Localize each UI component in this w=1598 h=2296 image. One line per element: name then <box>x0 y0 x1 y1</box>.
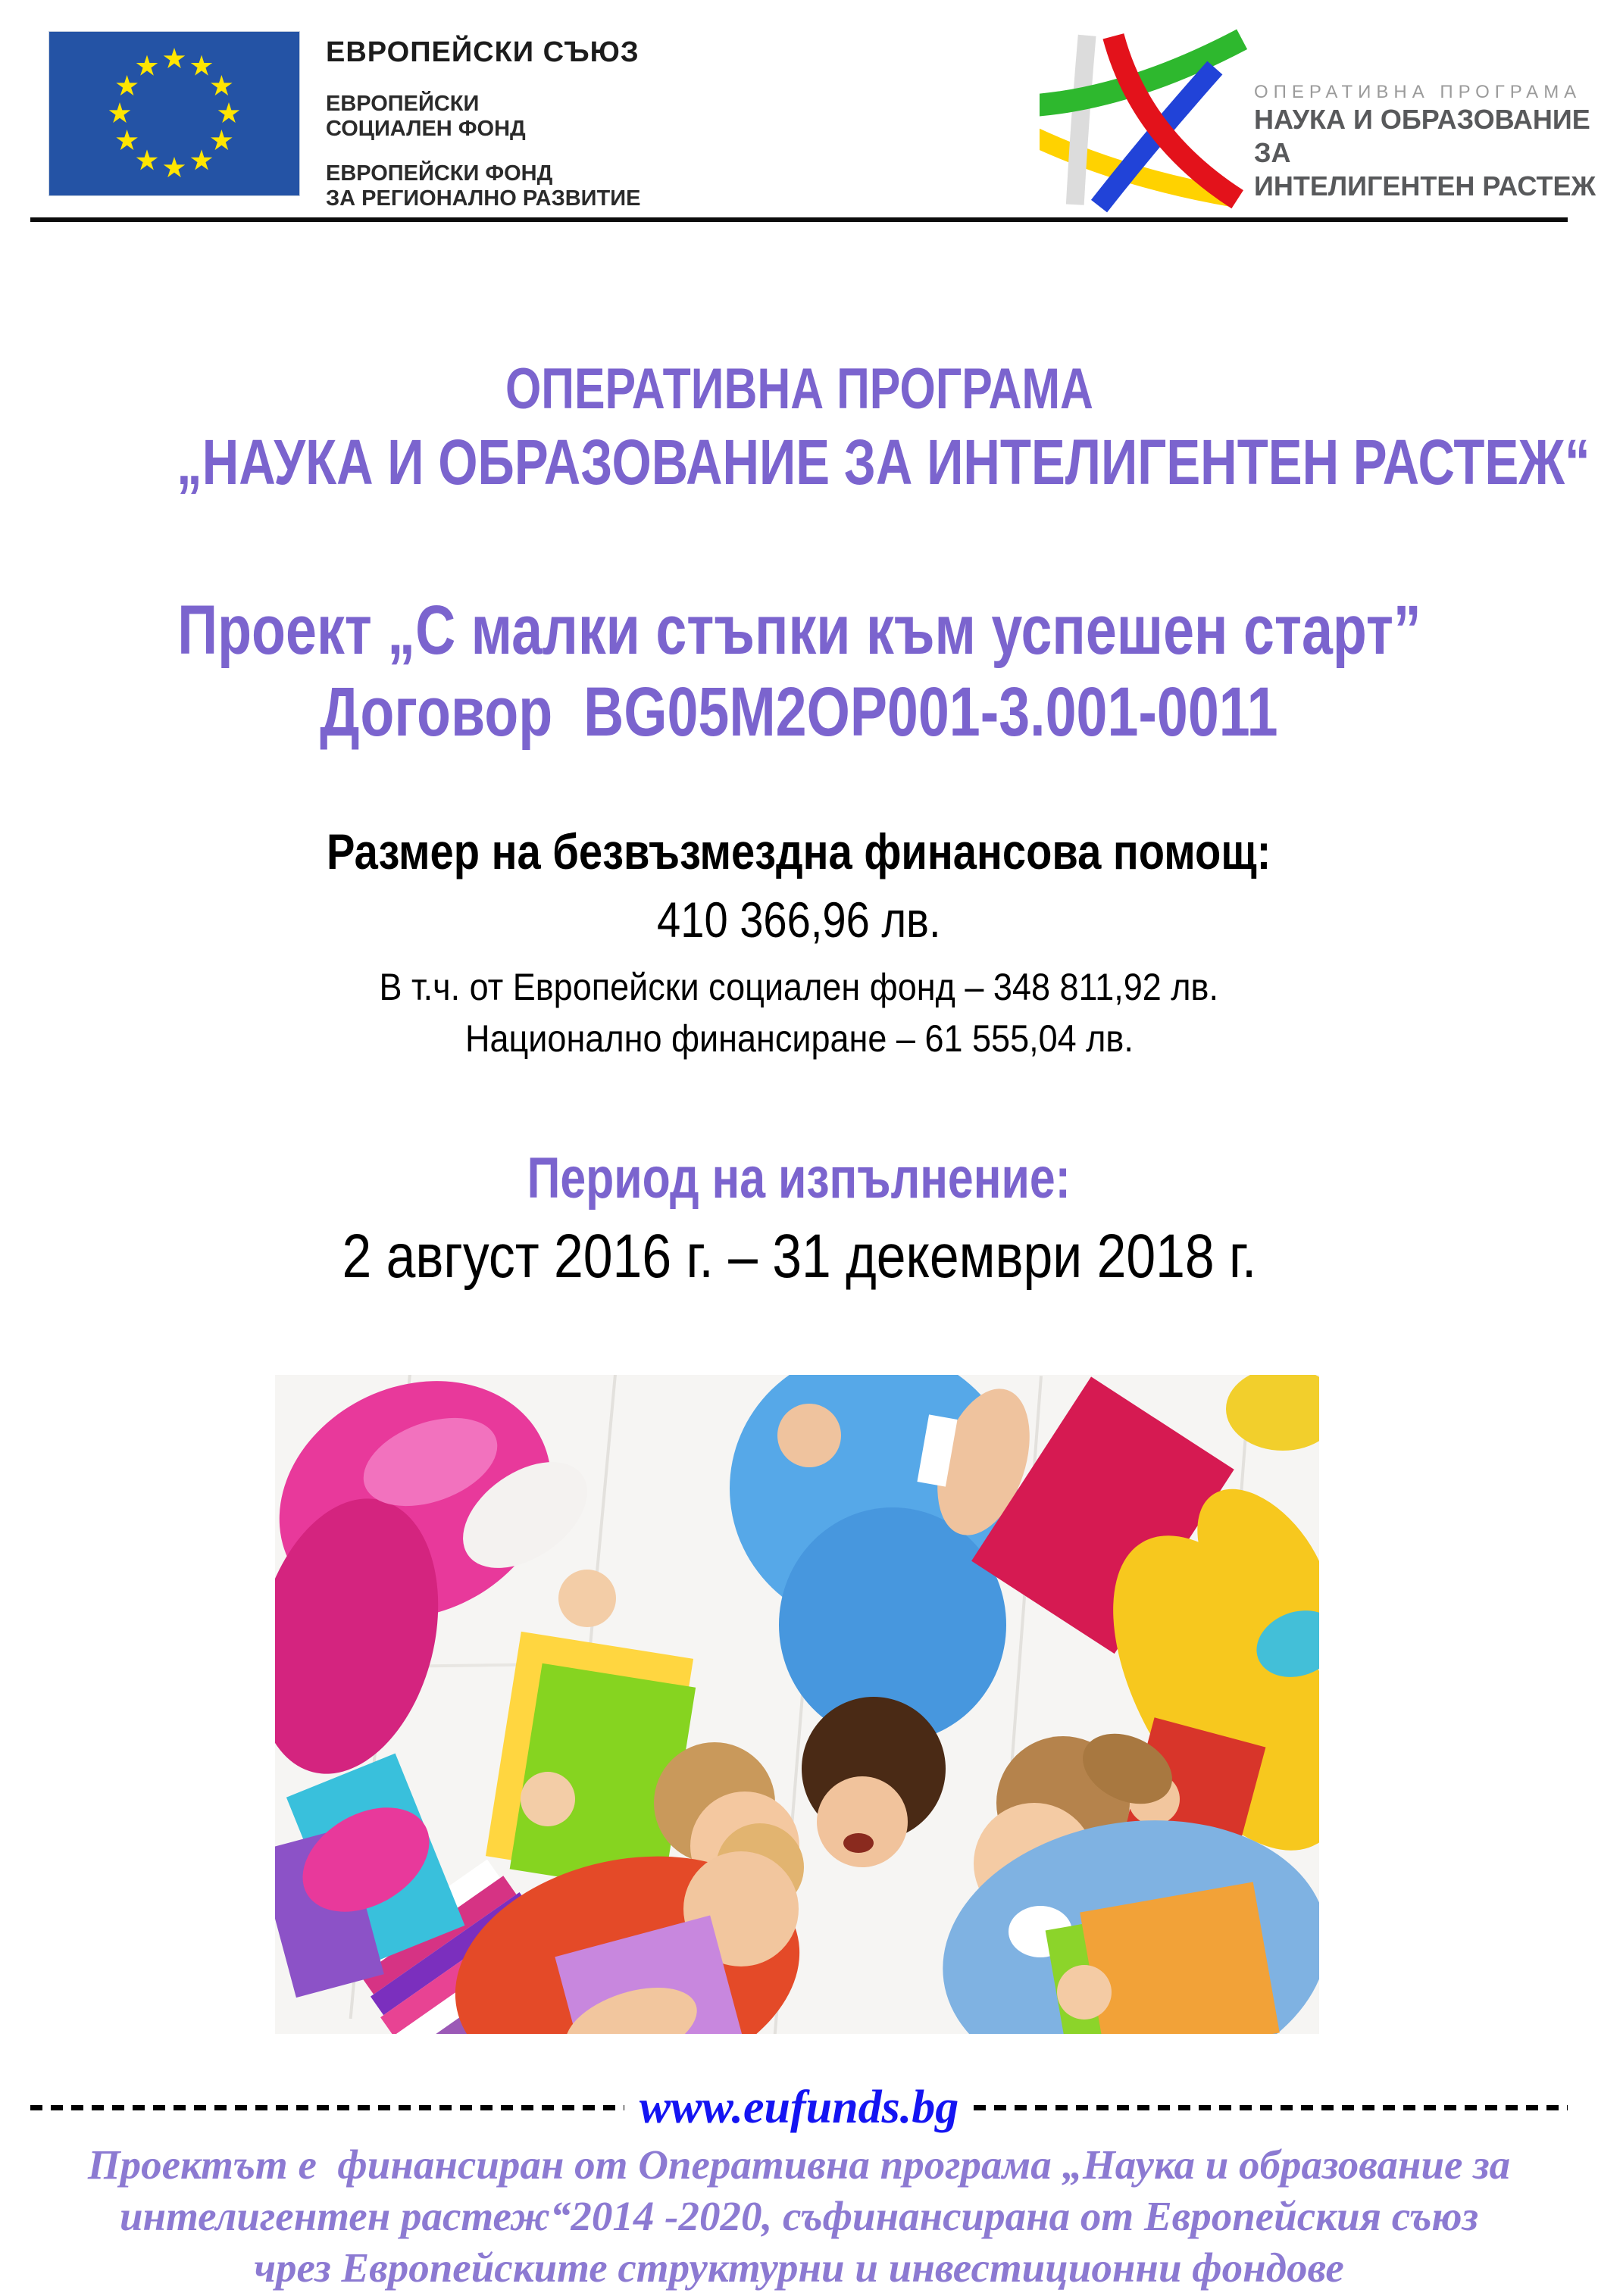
grant-detail-national: Национално финансиране – 61 555,04 лв. <box>464 1017 1134 1060</box>
erdf-line1: ЕВРОПЕЙСКИ ФОНД <box>326 161 553 186</box>
eu-flag-stars <box>49 32 299 195</box>
funding-note-line3: чрез Европейските структурни и инвестиционни фондове <box>254 2244 1344 2291</box>
op-text-block <box>1254 82 1598 203</box>
op-name-line1: НАУКА И ОБРАЗОВАНИЕ ЗА <box>1254 104 1590 168</box>
header-divider <box>30 217 1568 222</box>
children-photo <box>275 1375 1319 2034</box>
esf-line1: ЕВРОПЕЙСКИ <box>326 92 480 116</box>
eu-flag-icon <box>49 32 299 195</box>
funding-note-line2: интелигентен растеж“2014 -2020, съфинансирана от Европейския съюз <box>119 2193 1479 2239</box>
op-label: ОПЕРАТИВНА ПРОГРАМА <box>1254 82 1582 102</box>
program-title-line1: ОПЕРАТИВНА ПРОГРАМА <box>505 357 1093 421</box>
project-name: Проект „С малки стъпки към успешен старт” <box>177 592 1421 669</box>
eu-funds-text-block <box>326 36 640 211</box>
children-photo-art <box>275 1375 1319 2034</box>
footer-dash-left <box>30 2105 624 2110</box>
grant-amount: 410 366,96 лв. <box>657 892 941 948</box>
eu-union-label: ЕВРОПЕЙСКИ СЪЮЗ <box>326 36 640 68</box>
eufunds-link[interactable]: www.eufunds.bg <box>639 2081 959 2133</box>
grant-heading: Размер на безвъзмездна финансова помощ: <box>327 823 1271 879</box>
erdf-line2: ЗА РЕГИОНАЛНО РАЗВИТИЕ <box>326 186 641 211</box>
op-ribbons-icon <box>1040 17 1267 220</box>
op-name-line2: ИНТЕЛИГЕНТЕН РАСТЕЖ <box>1254 170 1596 201</box>
grant-detail-esf: В т.ч. от Европейски социален фонд – 348 811,92 лв. <box>379 966 1219 1008</box>
contract-number: Договор BG05M2OP001-3.001-0011 <box>320 673 1278 751</box>
program-title-line2: „НАУКА И ОБРАЗОВАНИЕ ЗА ИНТЕЛИГЕНТЕН РАСТЕЖ“ <box>177 426 1590 498</box>
footer-divider-row <box>30 2079 1568 2136</box>
period-heading: Период на изпълнение: <box>527 1146 1071 1210</box>
funding-note-line1: Проектът е финансиран от Оперативна програма „Наука и образование за <box>87 2141 1511 2188</box>
esf-line2: СОЦИАЛЕН ФОНД <box>326 117 526 141</box>
footer-dash-right <box>974 2105 1568 2110</box>
period-value: 2 август 2016 г. – 31 декември 2018 г. <box>342 1222 1256 1291</box>
